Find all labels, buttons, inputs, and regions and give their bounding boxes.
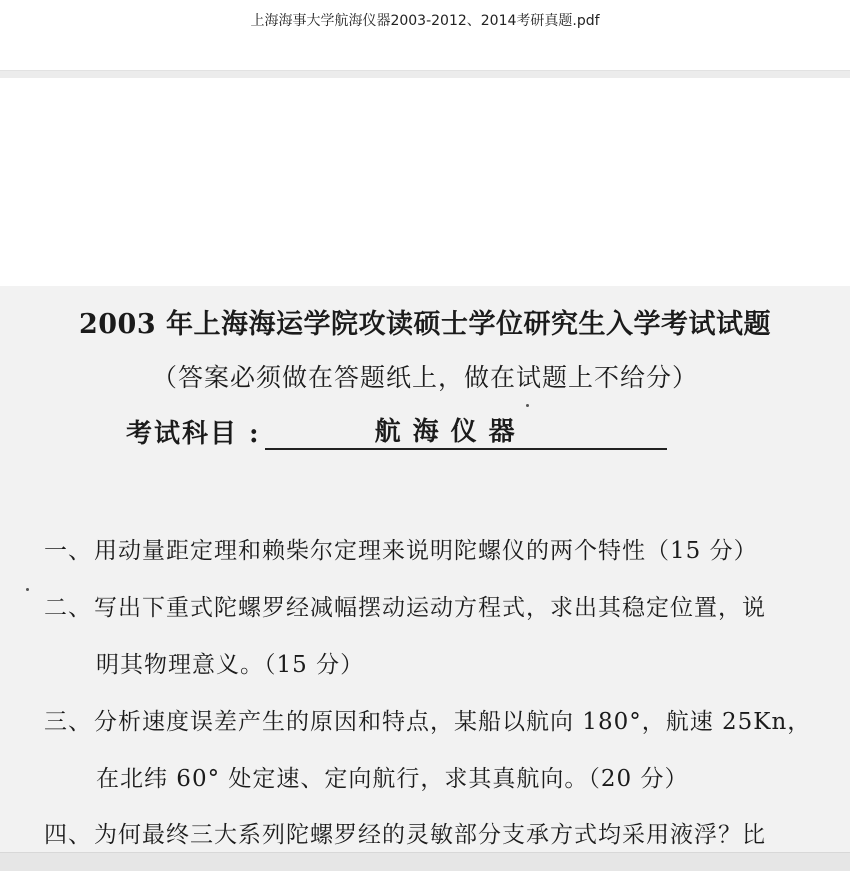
question-number: 三、: [44, 709, 92, 735]
question-2-continuation: 明其物理意义。（15 分）: [96, 652, 365, 678]
page-gap: [0, 78, 850, 286]
question-3: [44, 703, 824, 736]
exam-page: [0, 286, 850, 852]
question-2: [44, 589, 824, 622]
document-header: [0, 0, 850, 70]
question-4: [44, 816, 824, 849]
question-text: 用动量距定理和赖柴尔定理来说明陀螺仪的两个特性（15 分）: [94, 538, 758, 564]
question-1: [44, 532, 824, 565]
question-number: 四、: [44, 822, 92, 848]
document-title: 上海海事大学航海仪器2003-2012、2014考研真题.pdf: [250, 13, 600, 29]
subject-value: 航海仪器: [265, 411, 667, 450]
exam-title: 2003 年上海海运学院攻读硕士学位研究生入学考试试题: [78, 309, 772, 340]
scan-speck: [26, 588, 29, 591]
question-text: 分析速度误差产生的原因和特点，某船以航向 180°，航速 25Kn，: [94, 709, 812, 735]
question-number: 二、: [44, 595, 92, 621]
scan-speck: [526, 404, 529, 407]
header-divider: [0, 70, 850, 78]
question-3-continuation: 在北纬 60° 处定速、定向航行，求其真航向。（20 分）: [96, 766, 689, 792]
question-text: 写出下重式陀螺罗经减幅摆动运动方程式，求出其稳定位置，说: [94, 595, 766, 621]
subject-label: 考试科目 :: [126, 419, 261, 449]
subject-row: [126, 414, 667, 450]
viewer-bottom-bar: [0, 852, 850, 871]
question-number: 一、: [44, 538, 92, 564]
question-text: 为何最终三大系列陀螺罗经的灵敏部分支承方式均采用液浮？比: [94, 822, 766, 848]
exam-instruction: （答案必须做在答题纸上，做在试题上不给分）: [151, 363, 698, 392]
